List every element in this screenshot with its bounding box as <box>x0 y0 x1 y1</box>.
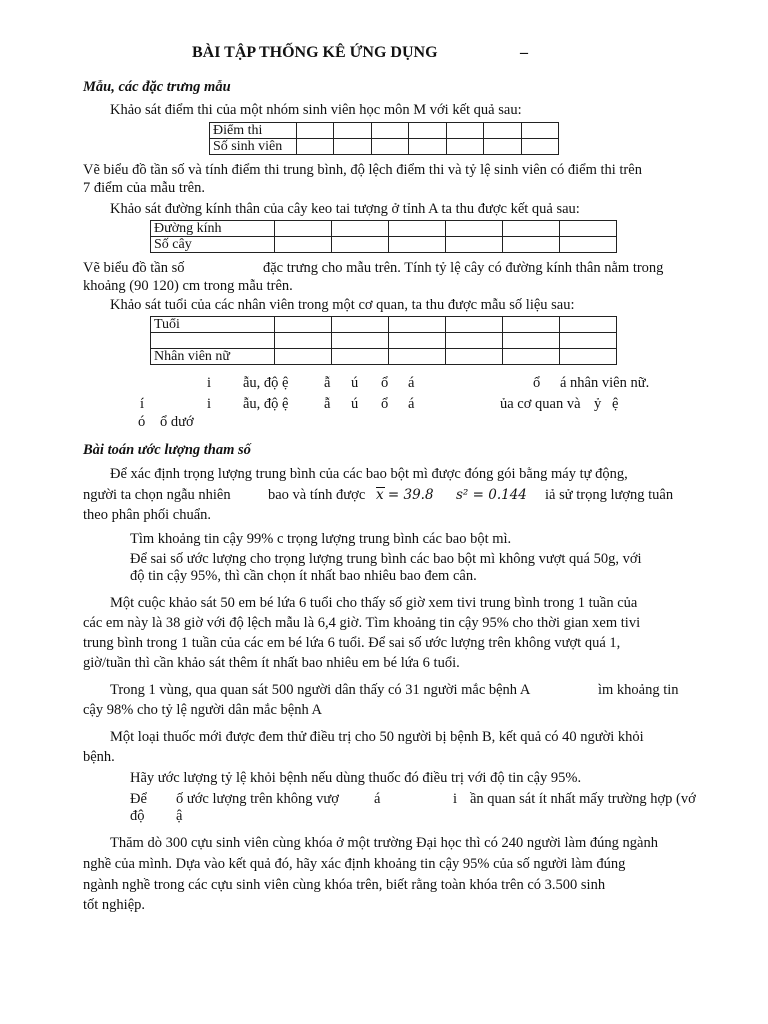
paragraph-tv-3: trung bình trong 1 tuần của các em bé lứa 6 tuổi. Để sai số ước lượng trên không vượt quá 1, <box>83 635 621 651</box>
fragment-text: ẫu, độ ệ <box>243 375 289 391</box>
section-heading-estimation: Bài toán ước lượng tham số <box>83 442 251 458</box>
table-tree-diameter <box>150 220 617 253</box>
section-heading-samples: Mẫu, các đặc trưng mẫu <box>83 79 231 95</box>
fragment-text: ậ <box>176 808 183 824</box>
table-row <box>151 317 617 333</box>
paragraph-text-1b: 7 điểm của mẫu trên. <box>83 180 205 196</box>
paragraph-drug-1: Một loại thuốc mới được đem thử điều trị cho 50 người bị bệnh B, kết quả có 40 người khỏi <box>110 729 644 745</box>
table-row <box>151 221 617 237</box>
fragment-text: ẫu, độ ệ <box>243 396 289 412</box>
question-1a: Tìm khoảng tin cậy 99% c trọng lượng trung bình các bao bột mì. <box>130 531 512 547</box>
paragraph-text-2c: khoảng (90 120) cm trong mẫu trên. <box>83 278 293 294</box>
fragment-text: í <box>140 396 145 412</box>
fragment-text: ỷ <box>594 396 602 412</box>
table-row-header: Đường kính <box>151 221 275 237</box>
fragment-text: ú <box>351 375 359 391</box>
fragment-text: ần quan sát ít nhất mấy trường hợp (vớ <box>470 791 696 807</box>
table-row-header <box>151 333 275 349</box>
question-1b-line1: Để sai số ước lượng cho trọng lượng trung bình các bao bột mì không vượt quá 50g, với <box>130 551 642 567</box>
table-row <box>210 123 559 139</box>
fragment-text: ẫ <box>324 375 331 391</box>
table-row-header: Điểm thi <box>210 123 297 139</box>
fragment-text: ó <box>138 414 146 430</box>
fragment-text: ú <box>351 396 359 412</box>
paragraph-flour-2c: iả sử trọng lượng tuân <box>545 487 674 503</box>
paragraph-intro-3: Khảo sát tuổi của các nhân viên trong một cơ quan, ta thu được mẫu số liệu sau: <box>110 297 575 313</box>
fragment-text: á nhân viên nữ. <box>560 375 650 391</box>
paragraph-disease-1a: Trong 1 vùng, qua quan sát 500 người dân thấy có 31 người mắc bệnh A <box>110 682 531 698</box>
fragment-text: á <box>408 375 415 391</box>
paragraph-flour-1: Để xác định trọng lượng trung bình của các bao bột mì được đóng gói bằng máy tự động, <box>110 466 628 482</box>
table-row <box>151 237 617 253</box>
paragraph-tv-1: Một cuộc khảo sát 50 em bé lứa 6 tuổi cho thấy số giờ xem tivi trung bình trong 1 tuần của <box>110 595 638 611</box>
paragraph-tv-4: giờ/tuần thì cần khảo sát thêm ít nhất bao nhiêu em bé lứa 6 tuổi. <box>83 655 460 671</box>
formula-sample-variance: s² = 0.144 <box>456 487 527 503</box>
fragment-text: i <box>453 791 458 807</box>
table-exam-scores <box>209 122 559 155</box>
fragment-text: i <box>207 396 212 412</box>
paragraph-flour-2a: người ta chọn ngẫu nhiên <box>83 487 231 503</box>
paragraph-alumni-2: nghề của mình. Dựa vào kết quả đó, hãy xác định khoảng tin cậy 95% của số người làm đúng <box>83 856 626 872</box>
title-dash: – <box>520 44 528 61</box>
table-row <box>151 349 617 365</box>
paragraph-alumni-3: ngành nghề trong các cựu sinh viên cùng khóa trên, biết rằng toàn khóa trên có 3.500 sinh <box>83 877 606 893</box>
paragraph-disease-2: cậy 98% cho tỷ lệ người dân mắc bệnh A <box>83 702 323 718</box>
page-title: BÀI TẬP THỐNG KÊ ỨNG DỤNG <box>192 44 438 61</box>
paragraph-intro-2: Khảo sát đường kính thân của cây keo tai tượng ở tỉnh A ta thu được kết quả sau: <box>110 201 580 217</box>
fragment-text: ổ dướ <box>160 414 194 430</box>
paragraph-alumni-4: tốt nghiệp. <box>83 897 146 913</box>
paragraph-text-2b: đặc trưng cho mẫu trên. Tính tỷ lệ cây có đường kính thân nằm trong <box>263 260 664 276</box>
table-row-header: Nhân viên nữ <box>151 349 275 365</box>
table-row <box>210 139 559 155</box>
paragraph-tv-2: các em này là 38 giờ với độ lệch mẫu là 6,4 giờ. Tìm khoảng tin cậy 95% cho thời gian xem tivi <box>83 615 641 631</box>
fragment-text: i <box>207 375 212 391</box>
fragment-text: ổ <box>381 375 389 391</box>
fragment-text: ổ <box>381 396 389 412</box>
fragment-text: ố ước lượng trên không vượ <box>176 791 339 807</box>
table-row-header: Tuổi <box>151 317 275 333</box>
fragment-text: ệ <box>612 396 619 412</box>
paragraph-flour-2b: bao và tính được <box>268 487 366 503</box>
paragraph-disease-1b: ìm khoảng tin <box>598 682 679 698</box>
fragment-text: ủa cơ quan và <box>500 396 581 412</box>
fragment-text: ẫ <box>324 396 331 412</box>
question-4a: Hãy ước lượng tỷ lệ khỏi bệnh nếu dùng thuốc đó điều trị với độ tin cậy 95%. <box>130 770 582 786</box>
question-1b-line2: độ tin cậy 95%, thì cần chọn ít nhất bao nhiêu bao đem cân. <box>130 568 477 584</box>
fragment-text: ổ <box>533 375 541 391</box>
fragment-text: á <box>408 396 415 412</box>
table-row <box>151 333 617 349</box>
paragraph-drug-2: bệnh. <box>83 749 115 765</box>
paragraph-text-2a: Vẽ biểu đồ tần số <box>83 260 185 276</box>
fragment-text: Để <box>130 791 147 807</box>
table-row-header: Số sinh viên <box>210 139 297 155</box>
table-employee-age <box>150 316 617 365</box>
paragraph-text-1a: Vẽ biểu đồ tần số và tính điểm thi trung bình, độ lệch điểm thi và tỷ lệ sinh viên có điểm thi trên <box>83 162 642 178</box>
paragraph-intro-1: Khảo sát điểm thi của một nhóm sinh viên học môn M với kết quả sau: <box>110 102 522 118</box>
paragraph-flour-3: theo phân phối chuẩn. <box>83 507 212 523</box>
fragment-text: á <box>374 791 381 807</box>
formula-sample-mean: x = 39.8 <box>376 487 434 503</box>
table-row-header: Số cây <box>151 237 275 253</box>
overline-mark <box>376 487 385 488</box>
paragraph-alumni-1: Thăm dò 300 cựu sinh viên cùng khóa ở một trường Đại học thì có 240 người làm đúng ngành <box>110 835 658 851</box>
fragment-text: độ <box>130 808 145 824</box>
